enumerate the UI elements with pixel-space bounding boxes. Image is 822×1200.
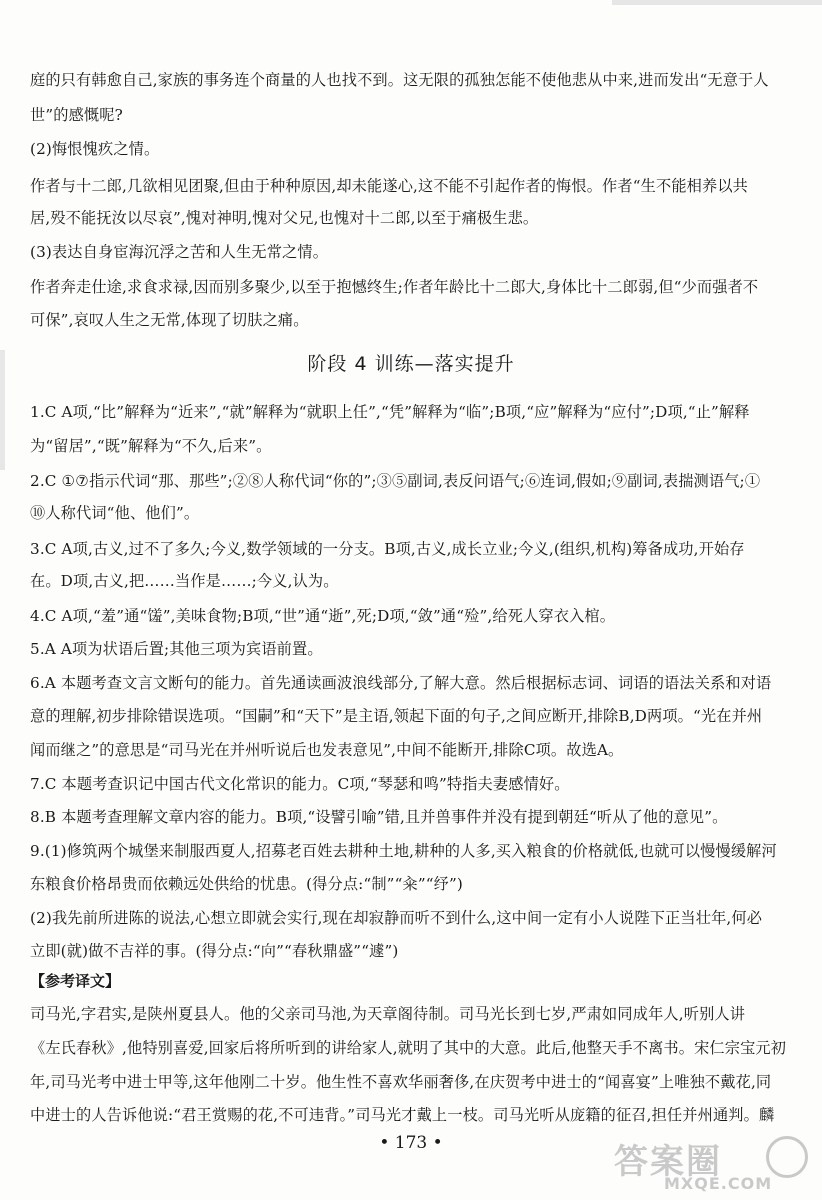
answer-line: 东粮食价格昂贵而依赖远处供给的忧患。(得分点:“制”“籴”“纾”) <box>30 875 464 893</box>
answer-line: 在。D项,古义,把……当作是……;今义,认为。 <box>30 572 339 590</box>
answer-line: 6.A 本题考查文言文断句的能力。首先通读画波浪线部分,了解大意。然后根据标志词、词语的语法关系和对语 <box>30 674 772 692</box>
paragraph-line: 作者与十二郎,几欲相见团聚,但由于种种原因,却未能遂心,这不能不引起作者的悔恨。作者“生不能相养以共 <box>30 177 749 195</box>
translation-line: 中进士的人告诉他说:“君王赏赐的花,不可违背。”司马光才戴上一枝。司马光听从庞籍的征召,担任并州通判。麟 <box>30 1106 775 1124</box>
translation-line: 司马光,字君实,是陕州夏县人。他的父亲司马池,为天章阁待制。司马光长到七岁,严肃如同成年人,听别人讲 <box>30 1005 746 1023</box>
answer-line: 3.C A项,古义,过不了多久;今义,数学领域的一分支。B项,古义,成长立业;今义,(组织,机构)筹备成功,开始存 <box>30 540 745 558</box>
paragraph-line: (2)悔恨愧疚之情。 <box>30 140 160 158</box>
answer-line: 2.C ①⑦指示代词“那、那些”;②⑧人称代词“你的”;③⑤副词,表反问语气;⑥连词,假如;⑨副词,表揣测语气;① <box>30 472 761 490</box>
watermark-text: 答案圈 <box>614 1142 722 1182</box>
answer-line: ⑩人称代词“他、他们”。 <box>30 504 200 522</box>
translation-line: 年,司马光考中进士甲等,这年他刚二十岁。他生性不喜欢华丽奢侈,在庆贺考中进士的“闻喜宴”上唯独不戴花,同 <box>30 1073 772 1091</box>
answer-line: 5.A A项为状语后置;其他三项为宾语前置。 <box>30 640 323 658</box>
section-title: 阶段 4 训练—落实提升 <box>307 353 515 375</box>
answer-line: 9.(1)修筑两个城堡来制服西夏人,招募老百姓去耕种土地,耕种的人多,买入粮食的价格就低,也就可以慢慢缓解河 <box>30 842 777 860</box>
paragraph-line: (3)表达自身宦海沉浮之苦和人生无常之情。 <box>30 243 329 261</box>
answer-line: 1.C A项,“比”解释为“近来”,“就”解释为“就职上任”,“凭”解释为“临”;B项,“应”解释为“应付”;D项,“止”解释 <box>30 403 750 421</box>
scan-edge <box>612 0 822 5</box>
answer-line: 7.C 本题考查识记中国古代文化常识的能力。C项,“琴瑟和鸣”特指夫妻感情好。 <box>30 775 570 793</box>
watermark-url: MXQE.COM <box>664 1174 773 1193</box>
paragraph-line: 可保”,哀叹人生之无常,体现了切肤之痛。 <box>30 311 309 329</box>
page-number: • 173 • <box>379 1133 443 1153</box>
watermark-badge-icon <box>766 1136 808 1178</box>
answer-line: 为“留居”,“既”解释为“不久,后来”。 <box>30 437 272 455</box>
paragraph-line: 作者奔走仕途,求食求禄,因而别多聚少,以至于抱憾终生;作者年龄比十二郎大,身体比十二郎弱,但“少而强者不 <box>30 278 759 296</box>
answer-line: (2)我先前所进陈的说法,心想立即就会实行,现在却寂静而听不到什么,这中间一定有小人说陛下正当壮年,何必 <box>30 909 763 927</box>
paragraph-line: 世”的感慨呢? <box>30 106 123 124</box>
paragraph-line: 居,殁不能抚汝以尽哀”,愧对神明,愧对父兄,也愧对十二郎,以至于痛极生悲。 <box>30 209 539 227</box>
answer-line: 4.C A项,“羞”通“馐”,美味食物;B项,“世”通“逝”,死;D项,“敛”通“殓”,给死人穿衣入棺。 <box>30 607 616 625</box>
reference-translation-label: 【参考译文】 <box>30 972 121 990</box>
answer-line: 立即(就)做不吉祥的事。(得分点:“向”“春秋鼎盛”“遽”) <box>30 942 399 960</box>
answer-line: 8.B 本题考查理解文章内容的能力。B项,“设譬引喻”错,且并兽事件并没有提到朝廷“听从了他的意见”。 <box>30 808 728 826</box>
watermark <box>614 1134 814 1196</box>
answer-line: 闻而继之”的意思是“司马光在并州听说后也发表意见”,中间不能断开,排除C项。故选A。 <box>30 741 624 759</box>
translation-line: 《左氏春秋》,他特别喜爱,回家后将所听到的讲给家人,就明了其中的大意。此后,他整天手不离书。宋仁宗宝元初 <box>30 1039 787 1057</box>
answer-line: 意的理解,初步排除错误选项。“国嗣”和“天下”是主语,领起下面的句子,之间应断开,排除B,D两项。“光在并州 <box>30 707 763 725</box>
paragraph-line: 庭的只有韩愈自己,家族的事务连个商量的人也找不到。这无限的孤独怎能不使他悲从中来,进而发出“无意于人 <box>30 71 769 89</box>
